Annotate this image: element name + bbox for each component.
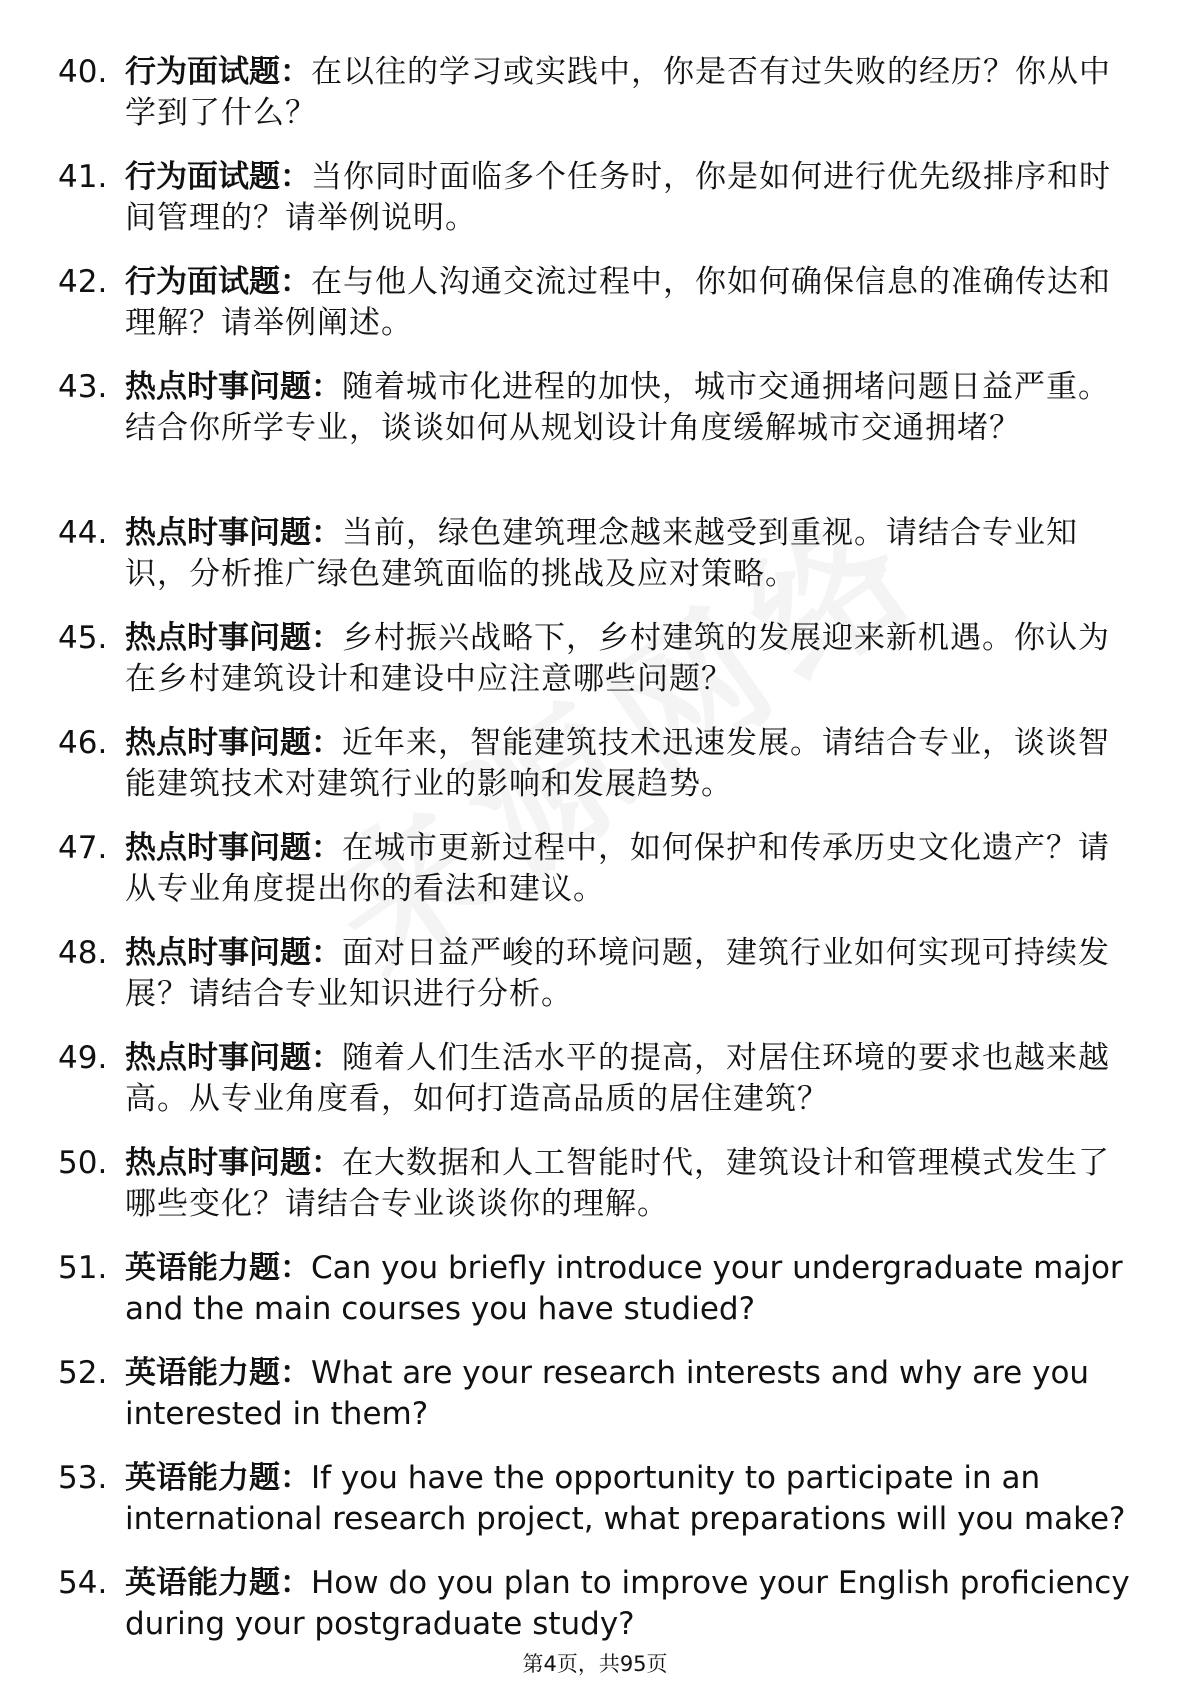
question-text: 在以往的学习或实践中，你是否有过失败的经历？你从中学到了什么？ xyxy=(125,54,1111,131)
question-text: 乡村振兴战略下，乡村建筑的发展迎来新机遇。你认为在乡村建筑设计和建设中应注意哪些问题？ xyxy=(125,620,1110,697)
question-text: 面对日益严峻的环境问题，建筑行业如何实现可持续发展？请结合专业知识进行分析。 xyxy=(125,935,1110,1012)
question-number: 47. xyxy=(58,830,108,866)
question-item-41 xyxy=(0,157,1190,239)
question-category: 英语能力题： xyxy=(125,1355,311,1391)
page-number-footer: 第4页，共95页 xyxy=(522,1652,668,1676)
question-item-52 xyxy=(0,1353,1190,1435)
question-item-49 xyxy=(0,1038,1190,1120)
question-item-43 xyxy=(0,367,1190,490)
question-category: 热点时事问题： xyxy=(125,620,342,656)
question-item-48 xyxy=(0,933,1190,1015)
question-number: 46. xyxy=(58,725,108,761)
question-category: 英语能力题： xyxy=(125,1250,311,1286)
question-number: 49. xyxy=(58,1040,108,1076)
question-item-47 xyxy=(0,828,1190,910)
question-text: 在大数据和人工智能时代，建筑设计和管理模式发生了哪些变化？请结合专业谈谈你的理解。 xyxy=(125,1145,1110,1222)
question-category: 热点时事问题： xyxy=(125,515,342,551)
question-category: 热点时事问题： xyxy=(125,1145,342,1181)
question-text: 当你同时面临多个任务时，你是如何进行优先级排序和时间管理的？请举例说明。 xyxy=(125,159,1111,236)
question-text: 当前，绿色建筑理念越来越受到重视。请结合专业知识，分析推广绿色建筑面临的挑战及应对策略。 xyxy=(125,515,1078,592)
question-number: 41. xyxy=(58,159,108,195)
question-text: How do you plan to improve your English proficiency during your postgraduate study? xyxy=(125,1565,1130,1642)
question-number: 43. xyxy=(58,369,108,405)
question-text: 在与他人沟通交流过程中，你如何确保信息的准确传达和理解？请举例阐述。 xyxy=(125,264,1111,341)
question-category: 行为面试题： xyxy=(125,54,311,90)
question-category: 热点时事问题： xyxy=(125,369,342,405)
question-text: If you have the opportunity to participate in an international research project, what preparations will you make? xyxy=(125,1460,1126,1537)
question-item-40 xyxy=(0,52,1190,134)
question-number: 53. xyxy=(58,1460,108,1496)
question-number: 44. xyxy=(58,515,108,551)
question-item-42 xyxy=(0,262,1190,344)
question-number: 52. xyxy=(58,1355,108,1391)
question-category: 热点时事问题： xyxy=(125,935,342,971)
question-category: 热点时事问题： xyxy=(125,830,342,866)
question-number: 48. xyxy=(58,935,108,971)
question-item-51 xyxy=(0,1248,1190,1330)
question-list xyxy=(0,52,1190,1668)
question-item-44 xyxy=(0,513,1190,595)
question-item-53 xyxy=(0,1458,1190,1540)
question-number: 40. xyxy=(58,54,108,90)
question-category: 行为面试题： xyxy=(125,264,311,300)
question-number: 50. xyxy=(58,1145,108,1181)
question-item-50 xyxy=(0,1143,1190,1225)
question-text: What are your research interests and why are you interested in them? xyxy=(125,1355,1090,1432)
question-number: 51. xyxy=(58,1250,108,1286)
question-category: 英语能力题： xyxy=(125,1460,311,1496)
question-text: 在城市更新过程中，如何保护和传承历史文化遗产？请从专业角度提出你的看法和建议。 xyxy=(125,830,1110,907)
question-category: 英语能力题： xyxy=(125,1565,311,1601)
question-category: 热点时事问题： xyxy=(125,1040,342,1076)
question-number: 45. xyxy=(58,620,108,656)
question-text: Can you briefly introduce your undergraduate major and the main courses you have studied? xyxy=(125,1250,1123,1327)
question-item-46 xyxy=(0,723,1190,805)
question-item-45 xyxy=(0,618,1190,700)
question-category: 热点时事问题： xyxy=(125,725,342,761)
question-text: 随着城市化进程的加快，城市交通拥堵问题日益严重。结合你所学专业，谈谈如何从规划设计角度缓解城市交通拥堵？ xyxy=(125,369,1110,446)
question-number: 54. xyxy=(58,1565,108,1601)
question-category: 行为面试题： xyxy=(125,159,311,195)
question-item-54 xyxy=(0,1563,1190,1645)
question-text: 随着人们生活水平的提高，对居住环境的要求也越来越高。从专业角度看，如何打造高品质的居住建筑？ xyxy=(125,1040,1110,1117)
question-number: 42. xyxy=(58,264,108,300)
question-text: 近年来，智能建筑技术迅速发展。请结合专业，谈谈智能建筑技术对建筑行业的影响和发展趋势。 xyxy=(125,725,1110,802)
